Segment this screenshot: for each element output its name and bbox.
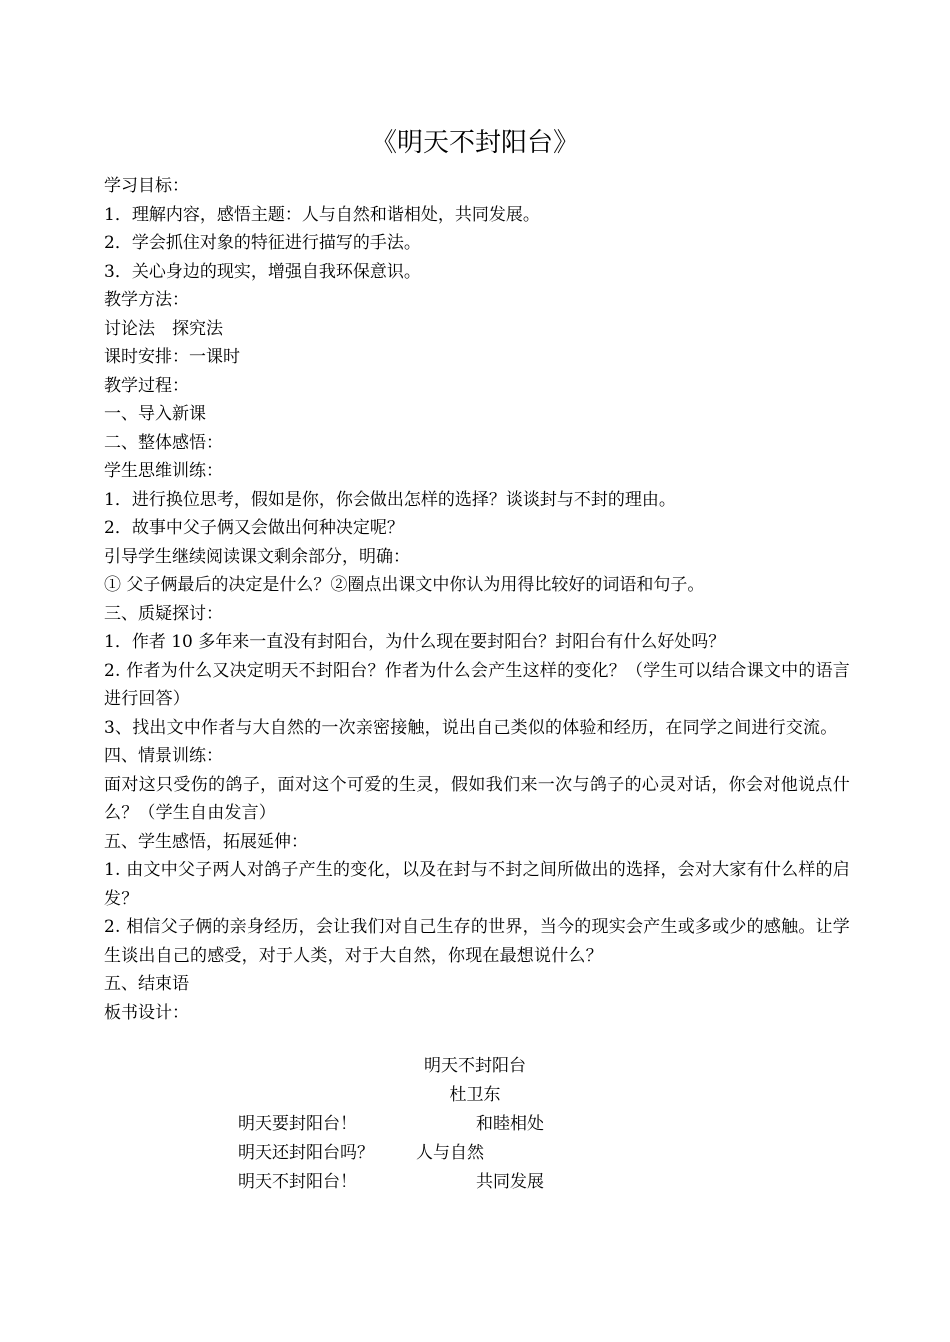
- section-heading: 五、学生感悟，拓展延伸：: [104, 831, 308, 852]
- text-line: 三、质疑探讨：: [104, 603, 223, 624]
- section-heading: 四、情景训练：: [104, 746, 223, 766]
- paragraph: 1. 由文中父子两人对鸽子产生的变化，以及在封与不封之间所做出的选择，会对大家有什么样的启发？: [104, 860, 850, 909]
- board-title: 明天不封阳台: [424, 1056, 526, 1076]
- board-author: 杜卫东: [449, 1085, 501, 1105]
- document-title: 《明天不封阳台》: [370, 128, 579, 158]
- text-line: ① 父子俩最后的决定是什么？②圈点出课文中你认为用得比较好的词语和句子。: [104, 575, 705, 595]
- text-line: 学生思维训练：: [104, 461, 223, 481]
- section-heading: 五、结束语: [104, 974, 189, 994]
- text-line: 1．进行换位思考，假如是你，你会做出怎样的选择？谈谈封与不封的理由。: [104, 489, 676, 510]
- paragraph: 面对这只受伤的鸽子，面对这个可爱的生灵，假如我们来一次与鸽子的心灵对话，你会对他说点什么？（学生自由发言）: [104, 774, 850, 823]
- board-row-right: 人与自然: [416, 1143, 484, 1163]
- text-line: 讨论法 探究法: [104, 318, 223, 339]
- board-design: [0, 1052, 950, 1197]
- board-row-left: 明天还封阳台吗？: [238, 1143, 374, 1163]
- paragraph: 3、找出文中作者与大自然的一次亲密接触，说出自己类似的体验和经历，在同学之间进行交流。: [104, 717, 838, 738]
- board-row-right: 和睦相处: [476, 1114, 544, 1134]
- board-row: [0, 1168, 950, 1197]
- paragraph: 2. 相信父子俩的亲身经历，会让我们对自己生存的世界，当今的现实会产生或多或少的感触。让学生谈出自己的感受，对于人类，对于大自然，你现在最想说什么？: [104, 917, 850, 966]
- text-line: 二、整体感悟：: [104, 432, 223, 453]
- section-heading: 板书设计：: [104, 1002, 189, 1023]
- text-line: 一、导入新课: [104, 404, 206, 424]
- board-row-right: 共同发展: [476, 1172, 544, 1192]
- text-line: 课时安排：一课时: [104, 347, 240, 367]
- text-line: 3．关心身边的现实，增强自我环保意识。: [104, 261, 421, 282]
- board-row: [0, 1110, 950, 1139]
- text-line: 学习目标：: [104, 176, 189, 196]
- document-body: [104, 172, 850, 1027]
- text-line: 2．学会抓住对象的特征进行描写的手法。: [104, 233, 421, 253]
- paragraph: 2. 作者为什么又决定明天不封阳台？作者为什么会产生这样的变化？（学生可以结合课文中的语言进行回答）: [104, 660, 850, 709]
- board-row-left: 明天不封阳台！: [238, 1172, 357, 1192]
- board-row: [0, 1139, 950, 1168]
- board-row-left: 明天要封阳台！: [238, 1114, 357, 1134]
- text-line: 教学方法：: [104, 290, 189, 310]
- text-line: 引导学生继续阅读课文剩余部分，明确：: [104, 546, 410, 567]
- text-line: 1．作者 10 多年来一直没有封阳台，为什么现在要封阳台？封阳台有什么好处吗？: [104, 632, 726, 652]
- text-line: 教学过程：: [104, 375, 189, 396]
- text-line: 1．理解内容，感悟主题：人与自然和谐相处，共同发展。: [104, 204, 540, 225]
- text-line: 2．故事中父子俩又会做出何种决定呢？: [104, 518, 404, 538]
